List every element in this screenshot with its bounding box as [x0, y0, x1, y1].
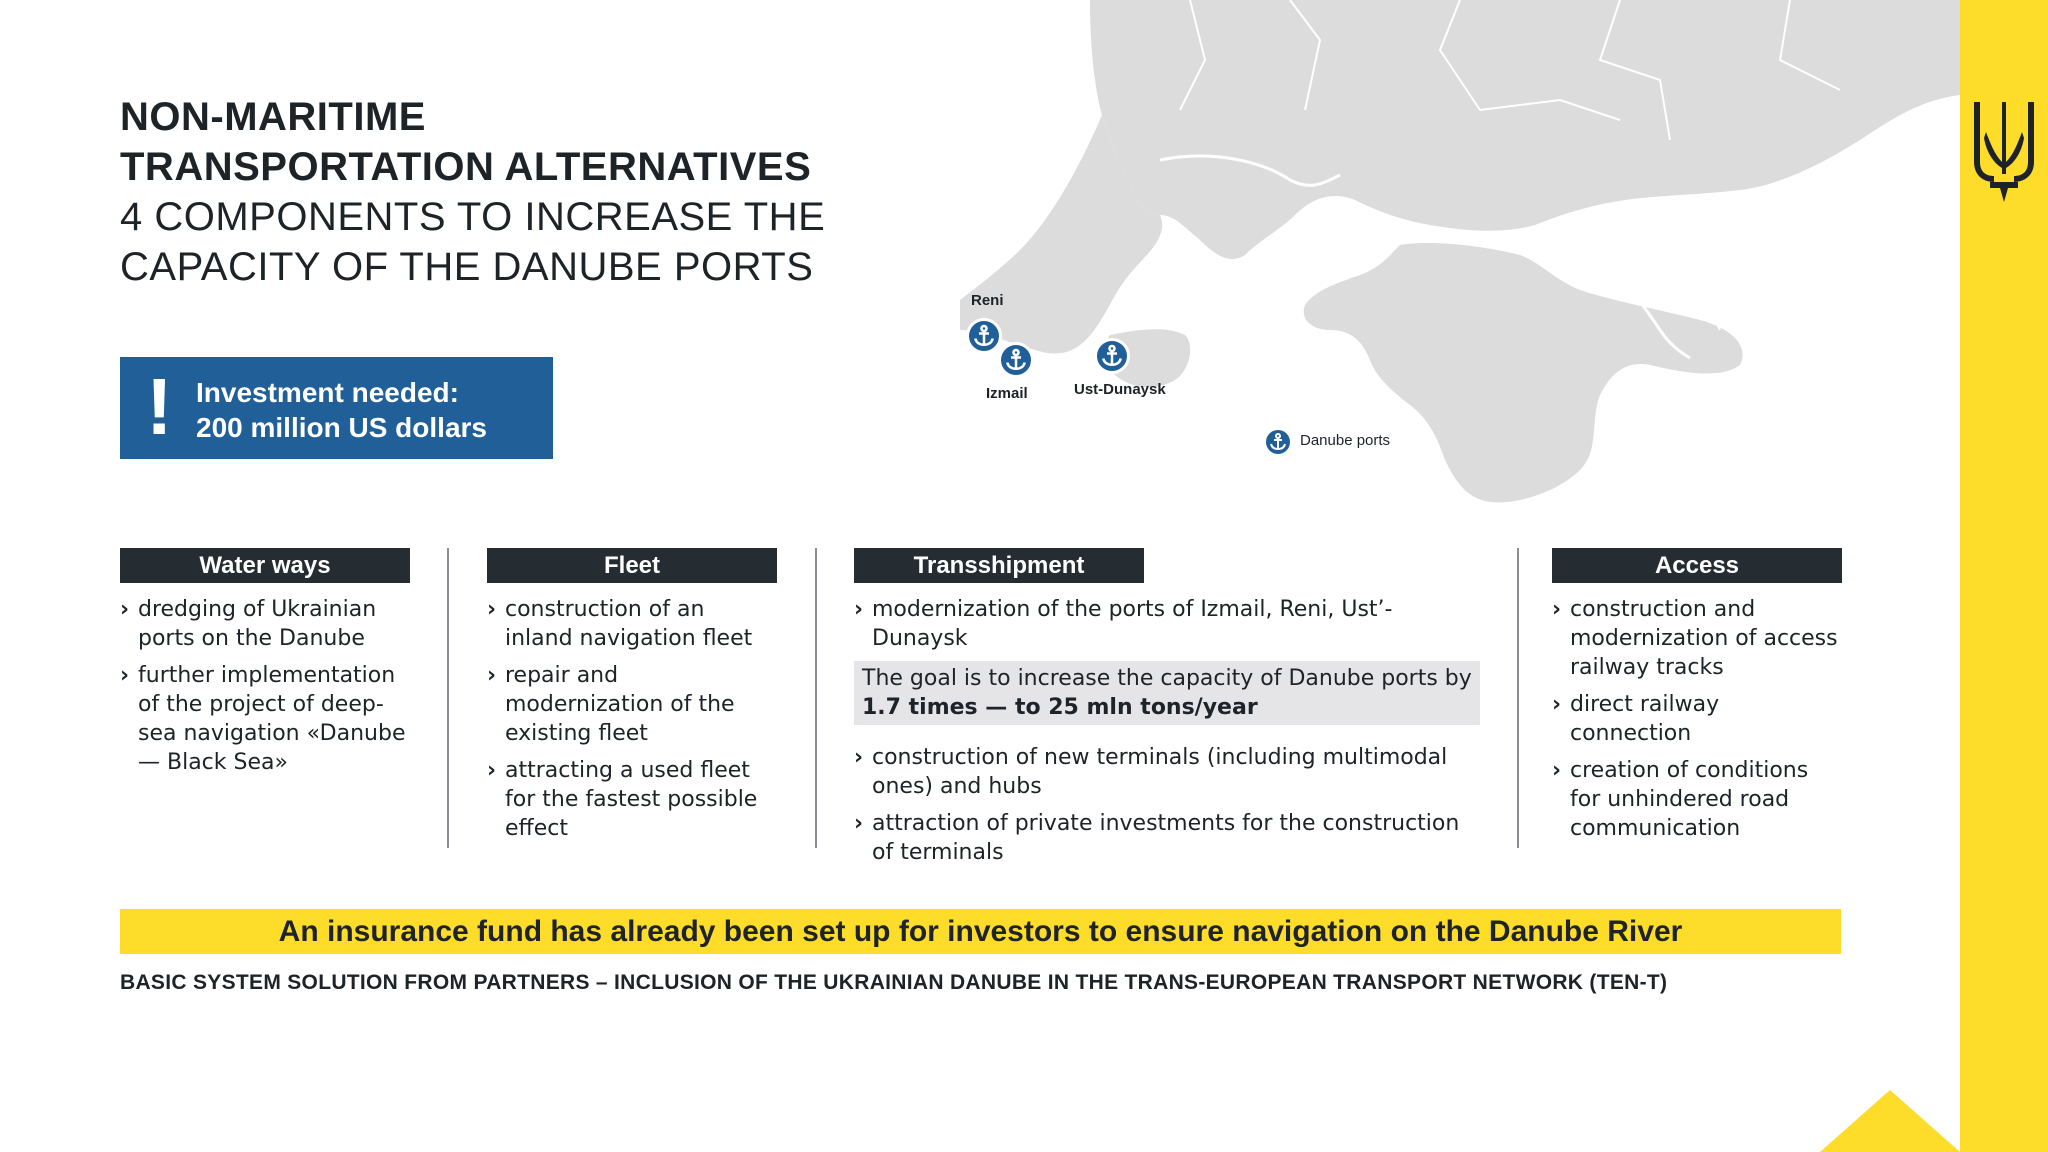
basic-solution-text: BASIC SYSTEM SOLUTION FROM PARTNERS – INCLUSION OF THE UKRAINIAN DANUBE IN THE TRANS-EUROPEAN TRANSPORT NETWORK (TEN-T) [120, 971, 1668, 994]
map-region [960, 0, 1960, 520]
chevron-right-icon: › [487, 663, 497, 688]
column-fleet [487, 548, 777, 851]
column-divider [447, 548, 449, 848]
port-label-izmail: Izmail [986, 385, 1028, 402]
chevron-right-icon: › [1552, 758, 1562, 783]
column-divider [1517, 548, 1519, 848]
goal-figure: 1.7 times — to 25 mln tons/year [862, 695, 1258, 720]
list-item: › repair and modernization of the existing fleet [487, 663, 735, 746]
chevron-right-icon: › [854, 597, 864, 622]
page-subtitle-line1: 4 COMPONENTS TO INCREASE THE [120, 195, 826, 239]
investment-line2: 200 million US dollars [196, 412, 487, 443]
chevron-right-icon: › [487, 758, 497, 783]
page-title-line1: NON-MARITIME [120, 95, 426, 139]
bullet-list [1552, 595, 1842, 843]
list-item: › further implementation of the project of deep-sea navigation «Danube — Black Sea» [120, 663, 406, 775]
legend-anchor-icon [1266, 430, 1290, 454]
list-item: › creation of conditions for unhindered road communication [1552, 758, 1809, 841]
map-legend-label: Danube ports [1300, 432, 1391, 449]
list-item: › construction of an inland navigation fleet [487, 597, 753, 651]
trident-icon [1972, 102, 2036, 204]
chevron-right-icon: › [854, 811, 864, 836]
port-izmail-anchor-icon [998, 342, 1034, 378]
map-land [960, 0, 1960, 520]
goal-highlight [854, 661, 1480, 725]
page-subtitle-line2: CAPACITY OF THE DANUBE PORTS [120, 245, 814, 289]
column-heading: Access [1552, 548, 1842, 583]
chevron-right-icon: › [120, 597, 130, 622]
corner-accent [1820, 1090, 1960, 1152]
page-title-line2: TRANSPORTATION ALTERNATIVES [120, 145, 812, 189]
bullet-list [120, 595, 410, 777]
list-item: › attracting a used fleet for the fastest possible effect [487, 758, 758, 841]
column-divider [815, 548, 817, 848]
chevron-right-icon: › [487, 597, 497, 622]
investment-text [196, 375, 487, 445]
column-transshipment [854, 548, 1480, 875]
list-item: › attraction of private investments for the construction of terminals [854, 811, 1460, 865]
list-item: › construction and modernization of access railway tracks [1552, 597, 1838, 680]
chevron-right-icon: › [1552, 692, 1562, 717]
list-item: › modernization of the ports of Izmail, Reni, Ust’-Dunaysk [854, 597, 1393, 651]
column-heading: Transshipment [854, 548, 1144, 583]
port-ust-dunaysk-anchor-icon [1094, 338, 1130, 374]
list-item: › dredging of Ukrainian ports on the Danube [120, 597, 377, 651]
port-reni-anchor-icon [966, 318, 1002, 354]
insurance-fund-banner: An insurance fund has already been set up for investors to ensure navigation on the Danube River [120, 909, 1841, 954]
goal-text: The goal is to increase the capacity of Danube ports by [862, 666, 1472, 691]
list-item: › direct railway connection [1552, 692, 1720, 746]
exclamation-icon: ! [146, 362, 173, 451]
chevron-right-icon: › [1552, 597, 1562, 622]
investment-callout [120, 357, 553, 459]
bullet-list [487, 595, 777, 843]
investment-line1: Investment needed: [196, 377, 459, 408]
column-water-ways [120, 548, 410, 785]
chevron-right-icon: › [854, 745, 864, 770]
column-heading: Water ways [120, 548, 410, 583]
column-heading: Fleet [487, 548, 777, 583]
chevron-right-icon: › [120, 663, 130, 688]
list-item: › construction of new terminals (including multimodal ones) and hubs [854, 745, 1448, 799]
column-access [1552, 548, 1842, 851]
bullet-list [854, 595, 1480, 867]
page-title-block [120, 92, 880, 292]
port-label-ust-dunaysk: Ust-Dunaysk [1074, 381, 1166, 398]
port-label-reni: Reni [971, 292, 1004, 309]
